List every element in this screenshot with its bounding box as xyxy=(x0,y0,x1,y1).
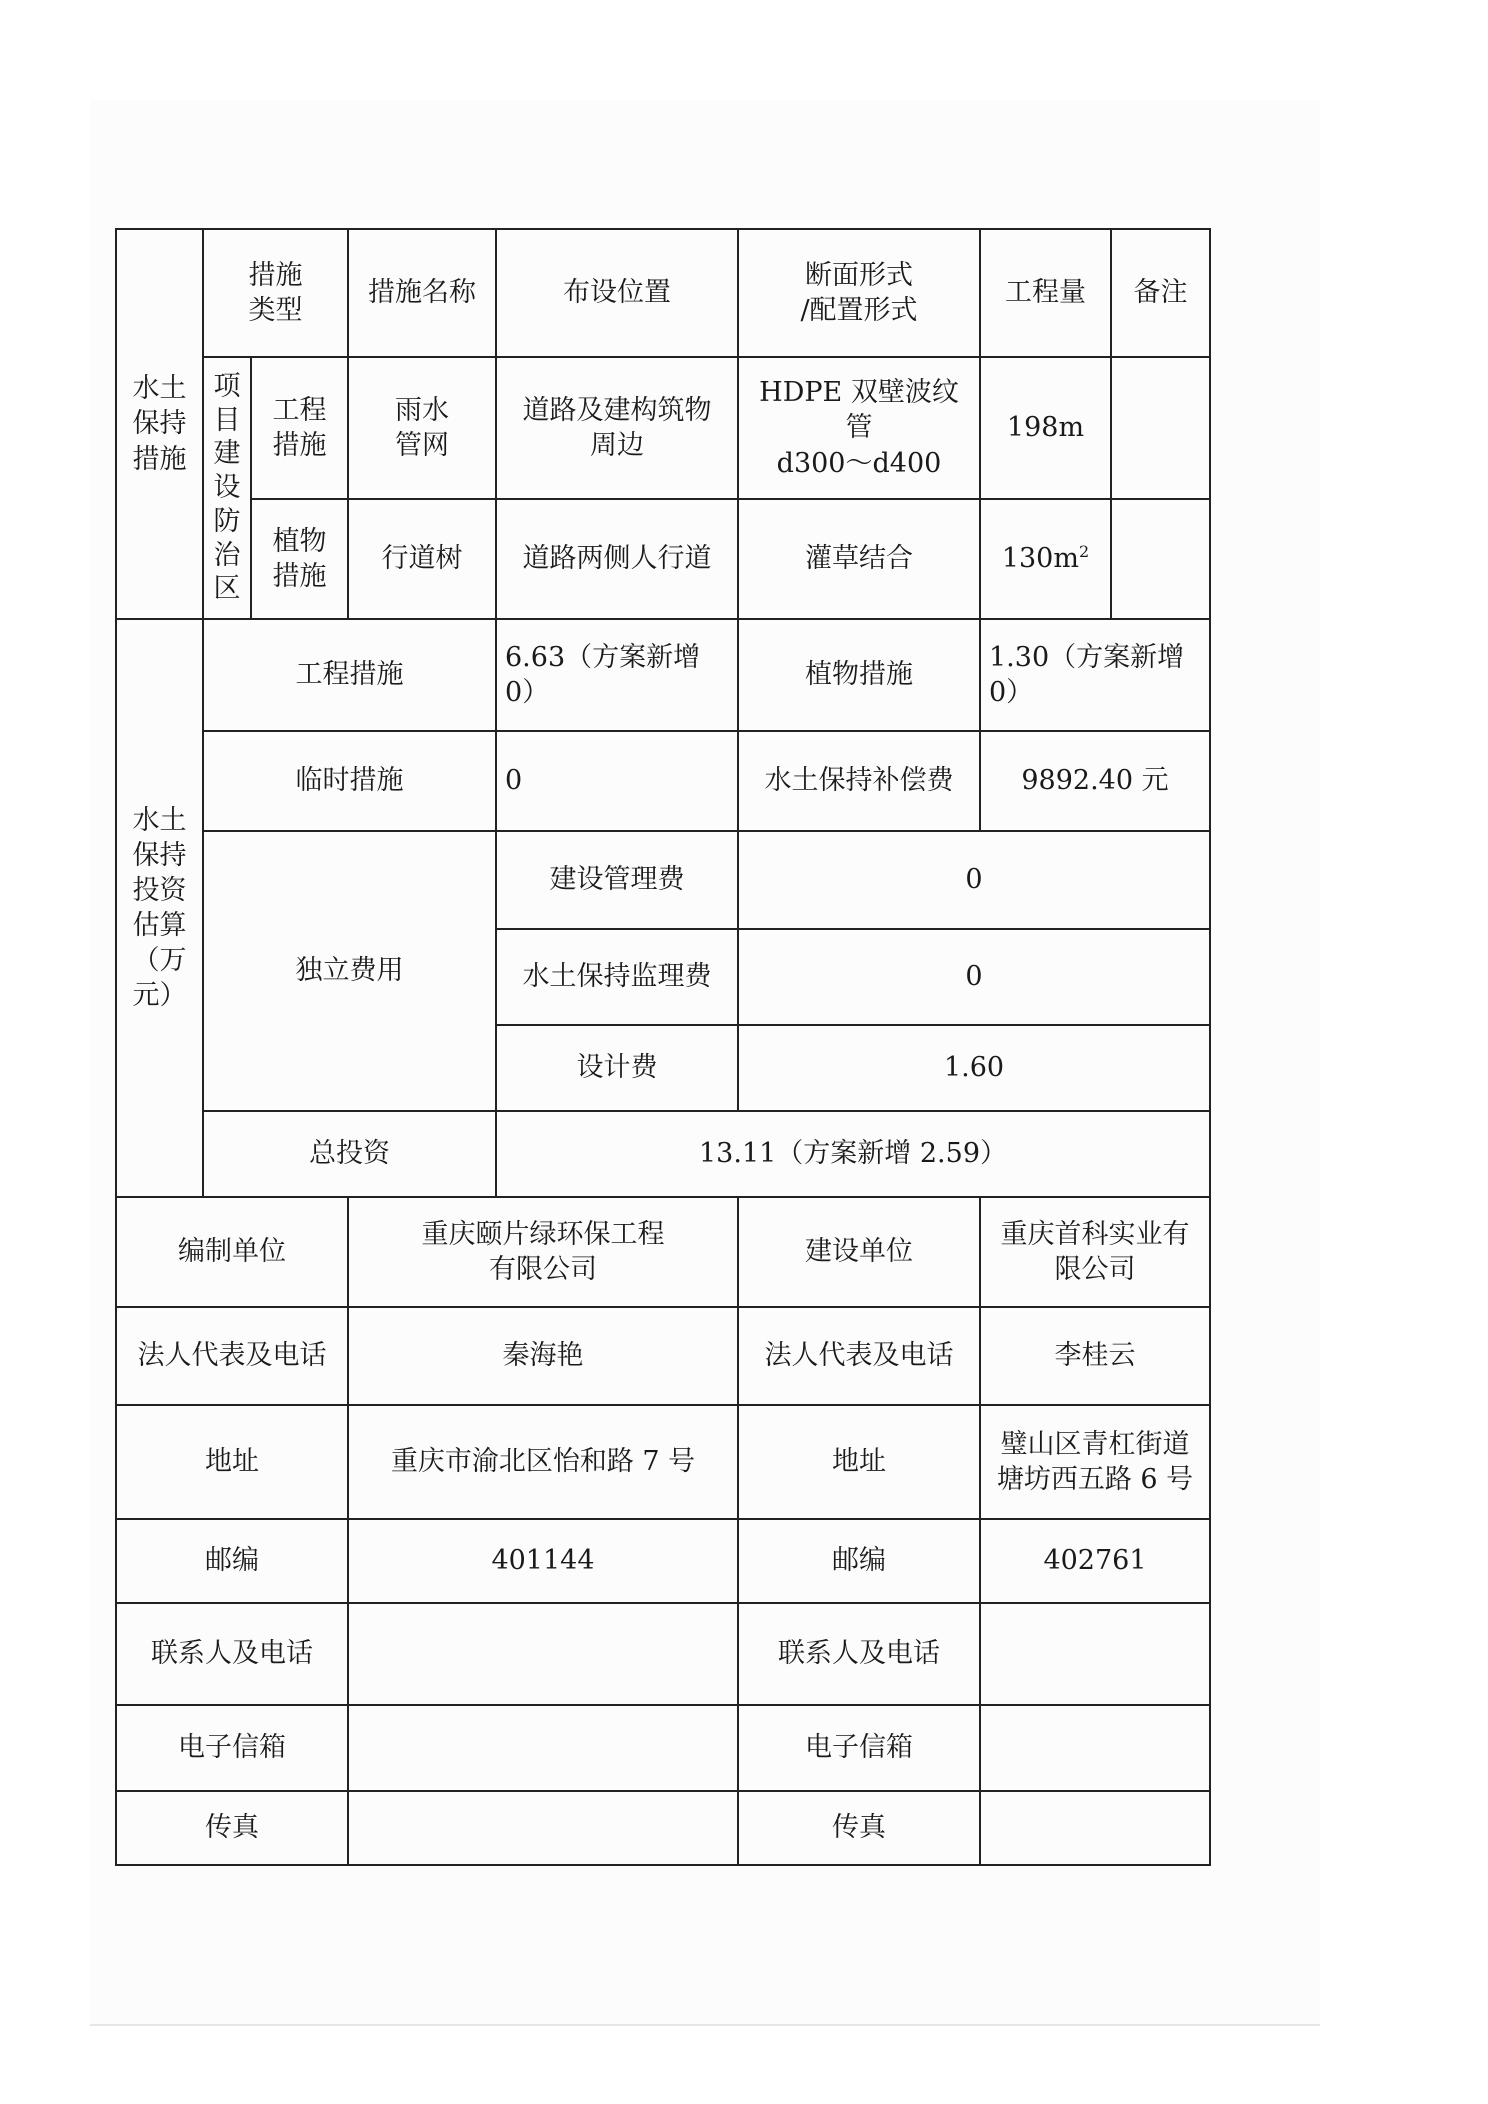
builder-legal-label: 法人代表及电话 xyxy=(738,1307,980,1405)
header-section-form-text: 断面形式 /配置形式 xyxy=(800,259,918,326)
measure-form-text: HDPE 双壁波纹管 d300～d400 xyxy=(759,377,959,479)
compiler-value-text: 重庆颐片绿环保工程 有限公司 xyxy=(421,1218,665,1285)
compiler-email-label: 电子信箱 xyxy=(116,1705,348,1791)
measure-name-text: 雨水 管网 xyxy=(395,394,449,461)
measure-row-engineering xyxy=(116,357,1210,499)
compiler-contact-value xyxy=(348,1603,738,1705)
plant-measures-value-text: 1.30（方案新增 0） xyxy=(989,641,1185,708)
measure-remark-cell xyxy=(1111,357,1210,499)
builder-value xyxy=(980,1197,1210,1307)
investment-row-total xyxy=(116,1111,1210,1197)
compensation-fee-value: 9892.40 元 xyxy=(980,731,1210,831)
measures-section-label xyxy=(116,229,203,619)
builder-label: 建设单位 xyxy=(738,1197,980,1307)
builder-postcode-value: 402761 xyxy=(980,1519,1210,1603)
independent-item-value: 0 xyxy=(738,831,1210,929)
investment-section-label xyxy=(116,619,203,1197)
independent-item-label: 设计费 xyxy=(496,1025,738,1111)
builder-postcode-label: 邮编 xyxy=(738,1519,980,1603)
header-measure-type-text: 措施 类型 xyxy=(248,259,303,326)
investment-row-management xyxy=(116,831,1210,929)
builder-contact-value xyxy=(980,1603,1210,1705)
compiler-address-label: 地址 xyxy=(116,1405,348,1519)
builder-address-label: 地址 xyxy=(738,1405,980,1519)
unit-row-email xyxy=(116,1705,1210,1791)
unit-row-legal xyxy=(116,1307,1210,1405)
measure-remark-cell xyxy=(1111,499,1210,619)
measure-name-cell: 行道树 xyxy=(348,499,496,619)
independent-item-label: 水土保持监理费 xyxy=(496,929,738,1025)
zone-label-text: 项 目 建 设 防 治 区 xyxy=(213,370,241,605)
header-section-form xyxy=(738,229,980,357)
measures-section-label-text: 水土 保持 措施 xyxy=(132,373,187,475)
measure-location-cell xyxy=(496,357,738,499)
investment-section-label-text: 水土 保持 投资 估算 （万 元） xyxy=(132,804,187,1012)
quantity-unit-superscript: 2 xyxy=(1078,542,1090,562)
measure-type-text: 植物 措施 xyxy=(272,525,327,592)
engineering-measures-value: 6.63（方案新增 0） xyxy=(496,619,738,731)
investment-row-engineering-plant xyxy=(116,619,1210,731)
builder-value-text: 重庆首科实业有 限公司 xyxy=(1000,1218,1190,1285)
builder-email-value xyxy=(980,1705,1210,1791)
investment-row-temporary xyxy=(116,731,1210,831)
builder-fax-label: 传真 xyxy=(738,1791,980,1865)
independent-fees-label: 独立费用 xyxy=(203,831,496,1111)
temporary-measures-value: 0 xyxy=(496,731,738,831)
measure-type-cell xyxy=(251,499,348,619)
compiler-postcode-label: 邮编 xyxy=(116,1519,348,1603)
compiler-fax-label: 传真 xyxy=(116,1791,348,1865)
compiler-value xyxy=(348,1197,738,1307)
compensation-fee-label: 水土保持补偿费 xyxy=(738,731,980,831)
independent-item-label: 建设管理费 xyxy=(496,831,738,929)
measure-quantity-cell: 198m xyxy=(980,357,1111,499)
measure-quantity-cell xyxy=(980,499,1111,619)
compiler-fax-value xyxy=(348,1791,738,1865)
independent-item-value: 0 xyxy=(738,929,1210,1025)
unit-row-postcode xyxy=(116,1519,1210,1603)
header-measure-type xyxy=(203,229,348,357)
measure-type-text: 工程 措施 xyxy=(272,394,327,461)
builder-email-label: 电子信箱 xyxy=(738,1705,980,1791)
zone-label xyxy=(203,357,251,619)
measure-form-cell: 灌草结合 xyxy=(738,499,980,619)
builder-fax-value xyxy=(980,1791,1210,1865)
compiler-email-value xyxy=(348,1705,738,1791)
measure-row-plant xyxy=(116,499,1210,619)
header-remark: 备注 xyxy=(1111,229,1210,357)
compiler-postcode-value: 401144 xyxy=(348,1519,738,1603)
measures-header-row xyxy=(116,229,1210,357)
compiler-legal-value: 秦海艳 xyxy=(348,1307,738,1405)
compiler-address-value: 重庆市渝北区怡和路 7 号 xyxy=(348,1405,738,1519)
plant-measures-value xyxy=(980,619,1210,731)
total-investment-label: 总投资 xyxy=(203,1111,496,1197)
header-quantity: 工程量 xyxy=(980,229,1111,357)
measure-location-text: 道路及建构筑物 周边 xyxy=(522,394,712,461)
plant-measures-label: 植物措施 xyxy=(738,619,980,731)
engineering-measures-label: 工程措施 xyxy=(203,619,496,731)
measure-name-cell xyxy=(348,357,496,499)
total-investment-value: 13.11（方案新增 2.59） xyxy=(496,1111,1210,1197)
header-measure-name: 措施名称 xyxy=(348,229,496,357)
unit-row-names xyxy=(116,1197,1210,1307)
independent-item-value: 1.60 xyxy=(738,1025,1210,1111)
compiler-legal-label: 法人代表及电话 xyxy=(116,1307,348,1405)
unit-row-contact xyxy=(116,1603,1210,1705)
unit-row-address xyxy=(116,1405,1210,1519)
measure-form-cell xyxy=(738,357,980,499)
compiler-label: 编制单位 xyxy=(116,1197,348,1307)
builder-legal-value: 李桂云 xyxy=(980,1307,1210,1405)
builder-address-value xyxy=(980,1405,1210,1519)
builder-address-text: 璧山区青杠街道 塘坊西五路 6 号 xyxy=(996,1428,1194,1495)
quantity-number: 130m xyxy=(1001,543,1079,575)
soil-water-conservation-table xyxy=(115,228,1211,1866)
temporary-measures-label: 临时措施 xyxy=(203,731,496,831)
measure-type-cell xyxy=(251,357,348,499)
compiler-contact-label: 联系人及电话 xyxy=(116,1603,348,1705)
unit-row-fax xyxy=(116,1791,1210,1865)
page-edge xyxy=(90,2024,1320,2026)
measure-location-cell: 道路两侧人行道 xyxy=(496,499,738,619)
header-location: 布设位置 xyxy=(496,229,738,357)
builder-contact-label: 联系人及电话 xyxy=(738,1603,980,1705)
